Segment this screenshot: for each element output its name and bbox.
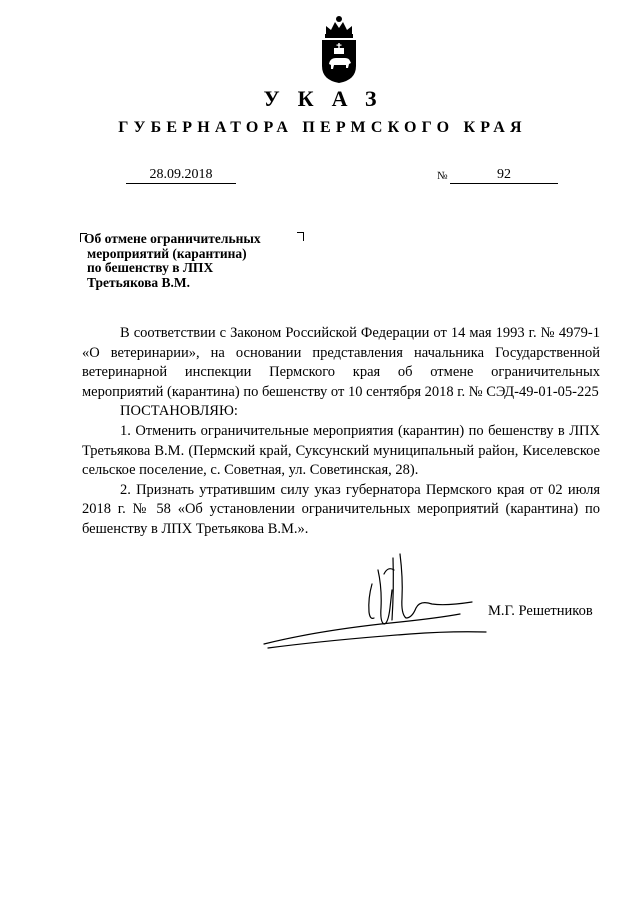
document-subtitle: ГУБЕРНАТОРА ПЕРМСКОГО КРАЯ [118, 119, 527, 136]
number-sign: № [437, 170, 448, 182]
heading-line: Об отмене ограничительных [84, 231, 261, 246]
heading-line: мероприятий (карантина) [87, 245, 247, 261]
body-item: 2. Признать утратившим силу указ губернатора Пермского края от 02 июля 2018 г. № 58 «Об установлении ограничительных мероприятий (карантина) по бешенству в ЛПХ Третьякова В.М.». [82, 481, 600, 537]
signer-name: М.Г. Решетников [488, 603, 593, 619]
body-item: 1. Отменить ограничительные мероприятия (карантин) по бешенству в ЛПХ Третьякова В.М. (Пермский край, Суксунский муниципальный район, Киселевское сельское поселение, с. Советная, ул. Советинская, 28). [82, 422, 600, 479]
document-title: УКАЗ [263, 86, 395, 111]
document-number: 92 [450, 167, 558, 184]
document-heading [84, 232, 324, 290]
coat-of-arms-icon [318, 14, 360, 84]
heading-line: Третьякова В.М. [87, 274, 190, 290]
document-date: 28.09.2018 [126, 167, 236, 184]
handwritten-signature [260, 548, 490, 652]
document-body [82, 324, 600, 540]
decree-word: ПОСТАНОВЛЯЮ: [120, 403, 238, 420]
preamble-paragraph: В соответствии с Законом Российской Федерации от 14 мая 1993 г. № 4979-1 «О ветеринарии», на основании представления начальника Государственной ветеринарной инспекции Пермского края об отмене ограничительных мероприятий (карантина) по бешенству от 10 сентября 2018 г. № СЭД-49-01-05-225 [82, 325, 600, 400]
heading-line: по бешенству в ЛПХ [87, 260, 214, 275]
